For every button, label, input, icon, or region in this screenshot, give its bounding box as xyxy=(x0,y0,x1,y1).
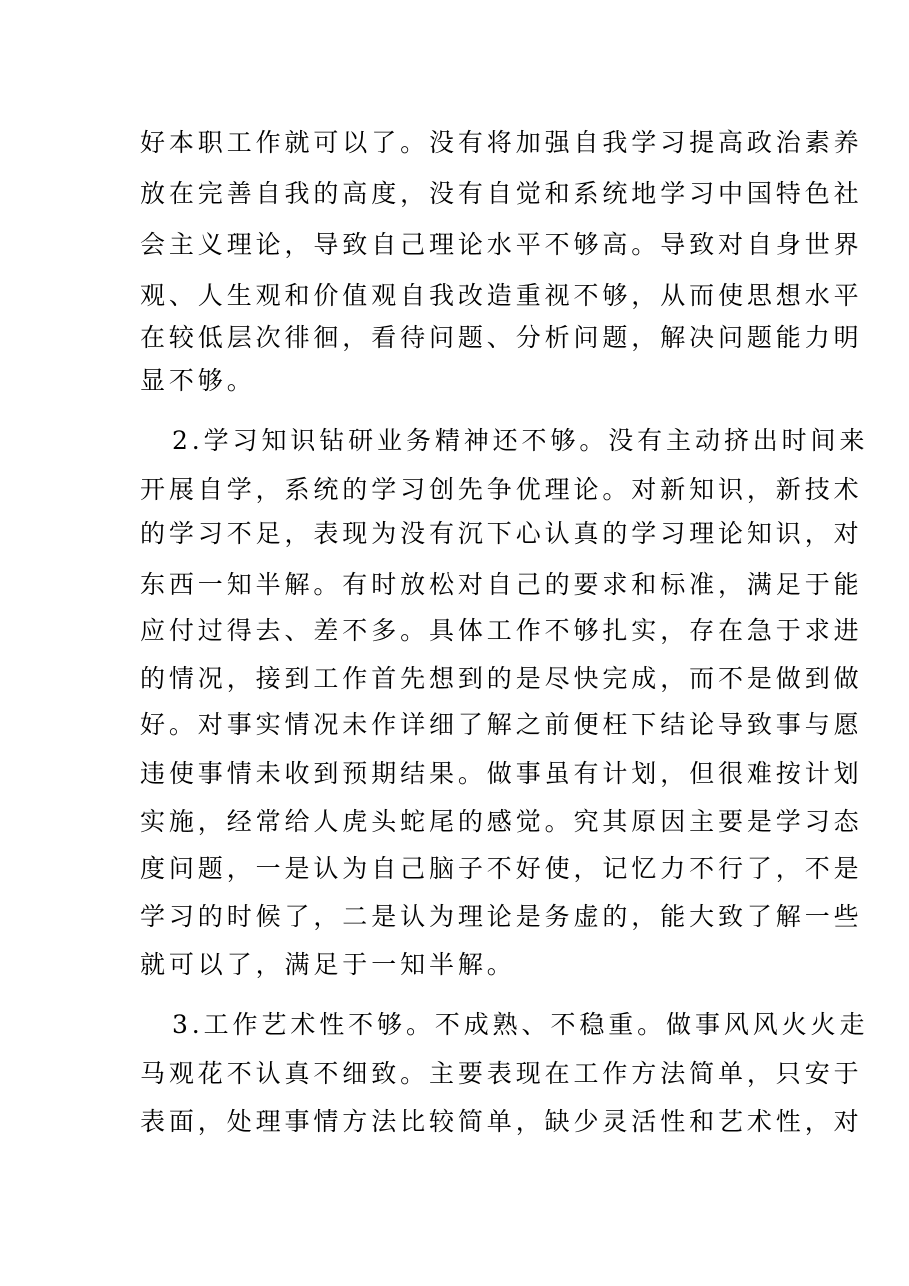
text-line: 在较低层次徘徊，看待问题、分析问题，解决问题能力明 xyxy=(140,323,863,352)
text-line: 违使事情未收到预期结果。做事虽有计划，但很难按计划 xyxy=(140,759,863,788)
text-line: 东西一知半解。有时放松对自己的要求和标准，满足于能 xyxy=(140,570,863,599)
text-line: 放在完善自我的高度，没有自觉和系统地学习中国特色社 xyxy=(140,179,863,208)
text-line: 3.工作艺术性不够。不成熟、不稳重。做事风风火火走 xyxy=(172,1010,869,1039)
text-line: 的学习不足，表现为没有沉下心认真的学习理论知识，对 xyxy=(140,519,863,548)
text-line: 度问题，一是认为自己脑子不好使，记忆力不行了，不是 xyxy=(140,854,863,883)
text-line: 好本职工作就可以了。没有将加强自我学习提高政治素养 xyxy=(140,128,863,157)
text-line: 表面，处理事情方法比较简单，缺少灵活性和艺术性，对 xyxy=(140,1107,863,1136)
text-line: 应付过得去、差不多。具体工作不够扎实，存在急于求进 xyxy=(140,616,863,645)
text-line: 会主义理论，导致自己理论水平不够高。导致对自身世界 xyxy=(140,230,863,259)
text-line: 就可以了，满足于一知半解。 xyxy=(140,950,516,979)
text-line: 开展自学，系统的学习创先争优理论。对新知识，新技术 xyxy=(140,475,863,504)
text-line: 的情况，接到工作首先想到的是尽快完成，而不是做到做 xyxy=(140,664,863,693)
text-line: 显不够。 xyxy=(140,366,256,395)
text-line: 马观花不认真不细致。主要表现在工作方法简单，只安于 xyxy=(140,1059,863,1088)
text-line: 学习的时候了，二是认为理论是务虚的，能大致了解一些 xyxy=(140,902,863,931)
text-line: 实施，经常给人虎头蛇尾的感觉。究其原因主要是学习态 xyxy=(140,807,863,836)
text-line: 好。对事实情况未作详细了解之前便枉下结论导致事与愿 xyxy=(140,710,863,739)
text-line: 观、人生观和价值观自我改造重视不够，从而使思想水平 xyxy=(140,281,863,310)
text-line: 2.学习知识钻研业务精神还不够。没有主动挤出时间来 xyxy=(172,426,869,455)
